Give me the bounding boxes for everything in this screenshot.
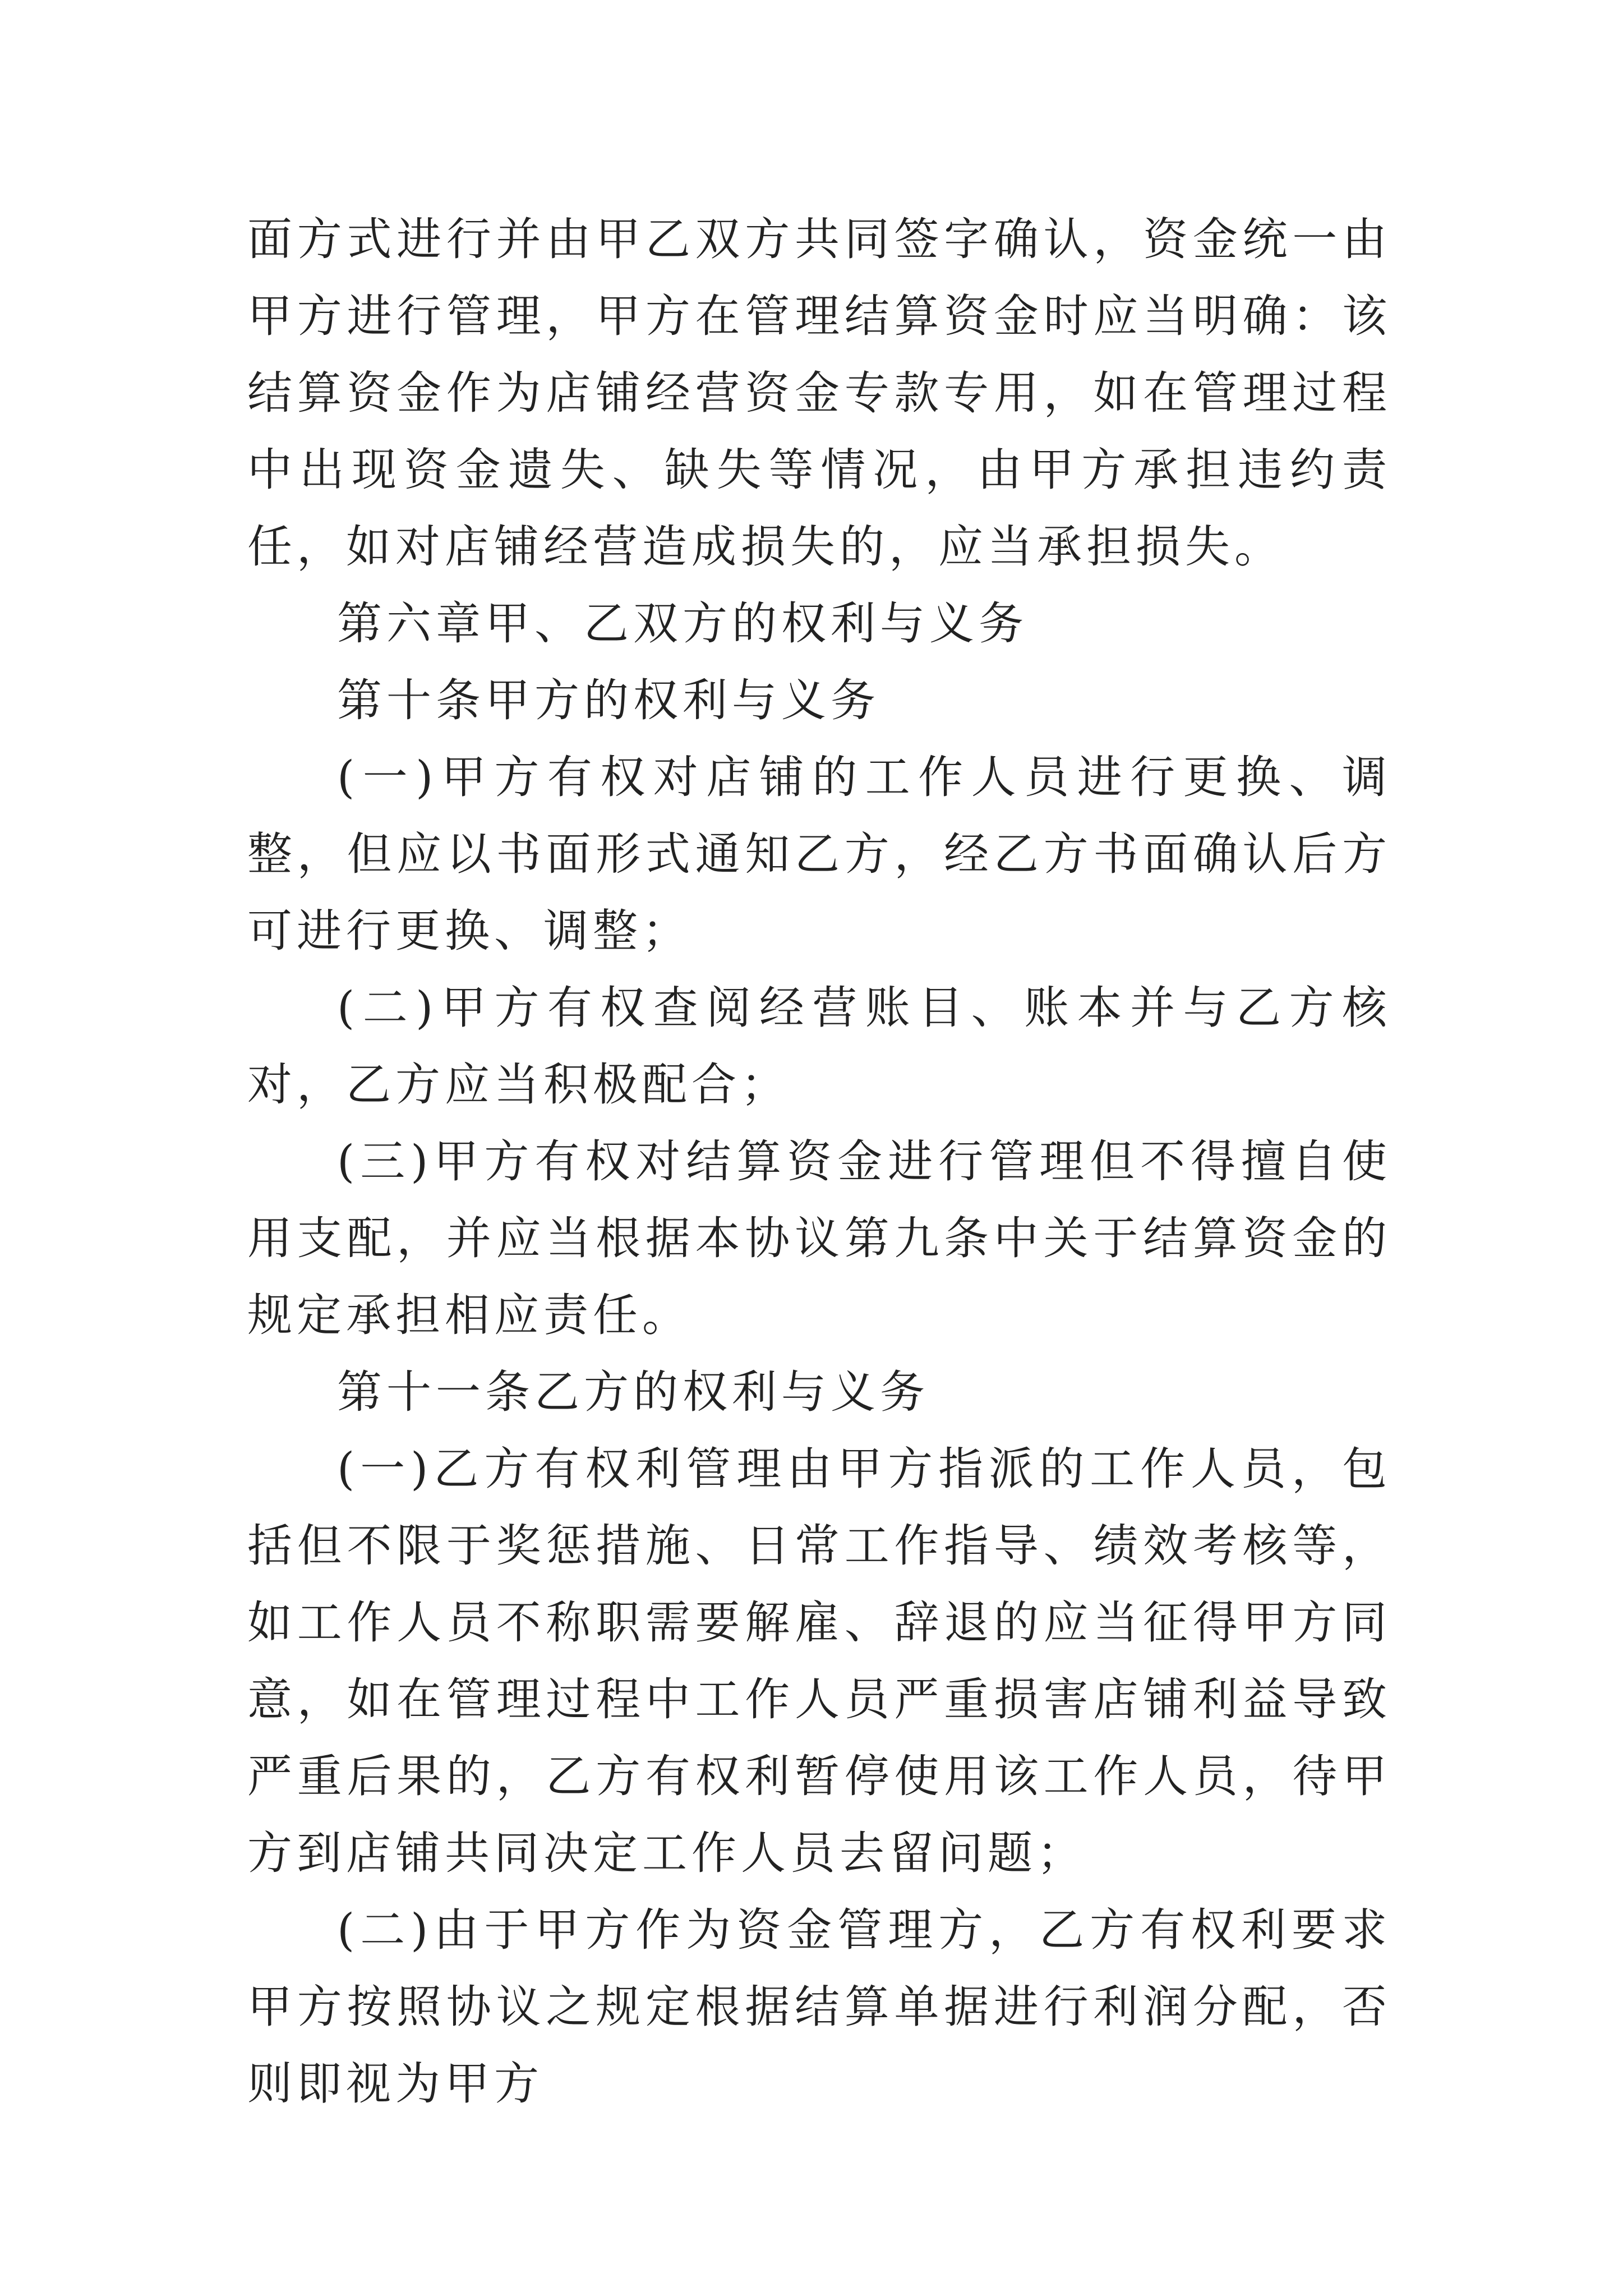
chapter-six-heading: 第六章甲、乙双方的权利与义务 — [337, 597, 1028, 650]
article-ten-item-2: (二)甲方有权查阅经营账目、账本并与乙方核对，乙方应当积极配合； — [247, 982, 1391, 1111]
document-body — [247, 201, 1391, 2122]
paragraph-settlement-management: 面方式进行并由甲乙双方共同签字确认，资金统一由甲方进行管理，甲方在管理结算资金时应当明确：该结算资金作为店铺经营资金专款专用，如在管理过程中出现资金遗失、缺失等情况，由甲方承担违约责任，如对店铺经营造成损失的，应当承担损失。 — [247, 213, 1391, 573]
article-ten-item-1: (一)甲方有权对店铺的工作人员进行更换、调整，但应以书面形式通知乙方，经乙方书面确认后方可进行更换、调整； — [247, 751, 1391, 957]
article-ten-item-3: (三)甲方有权对结算资金进行管理但不得擅自使用支配，并应当根据本协议第九条中关于结算资金的规定承担相应责任。 — [247, 1135, 1391, 1341]
article-eleven-item-1: (一)乙方有权利管理由甲方指派的工作人员，包括但不限于奖惩措施、日常工作指导、绩效考核等，如工作人员不称职需要解雇、辞退的应当征得甲方同意，如在管理过程中工作人员严重损害店铺利益导致严重后果的，乙方有权利暂停使用该工作人员，待甲方到店铺共同决定工作人员去留问题； — [247, 1443, 1391, 1879]
article-eleven-heading: 第十一条乙方的权利与义务 — [337, 1366, 929, 1418]
article-eleven-item-2: (二)由于甲方作为资金管理方，乙方有权利要求甲方按照协议之规定根据结算单据进行利润分配，否则即视为甲方 — [247, 1904, 1391, 2110]
article-ten-heading: 第十条甲方的权利与义务 — [337, 674, 880, 726]
